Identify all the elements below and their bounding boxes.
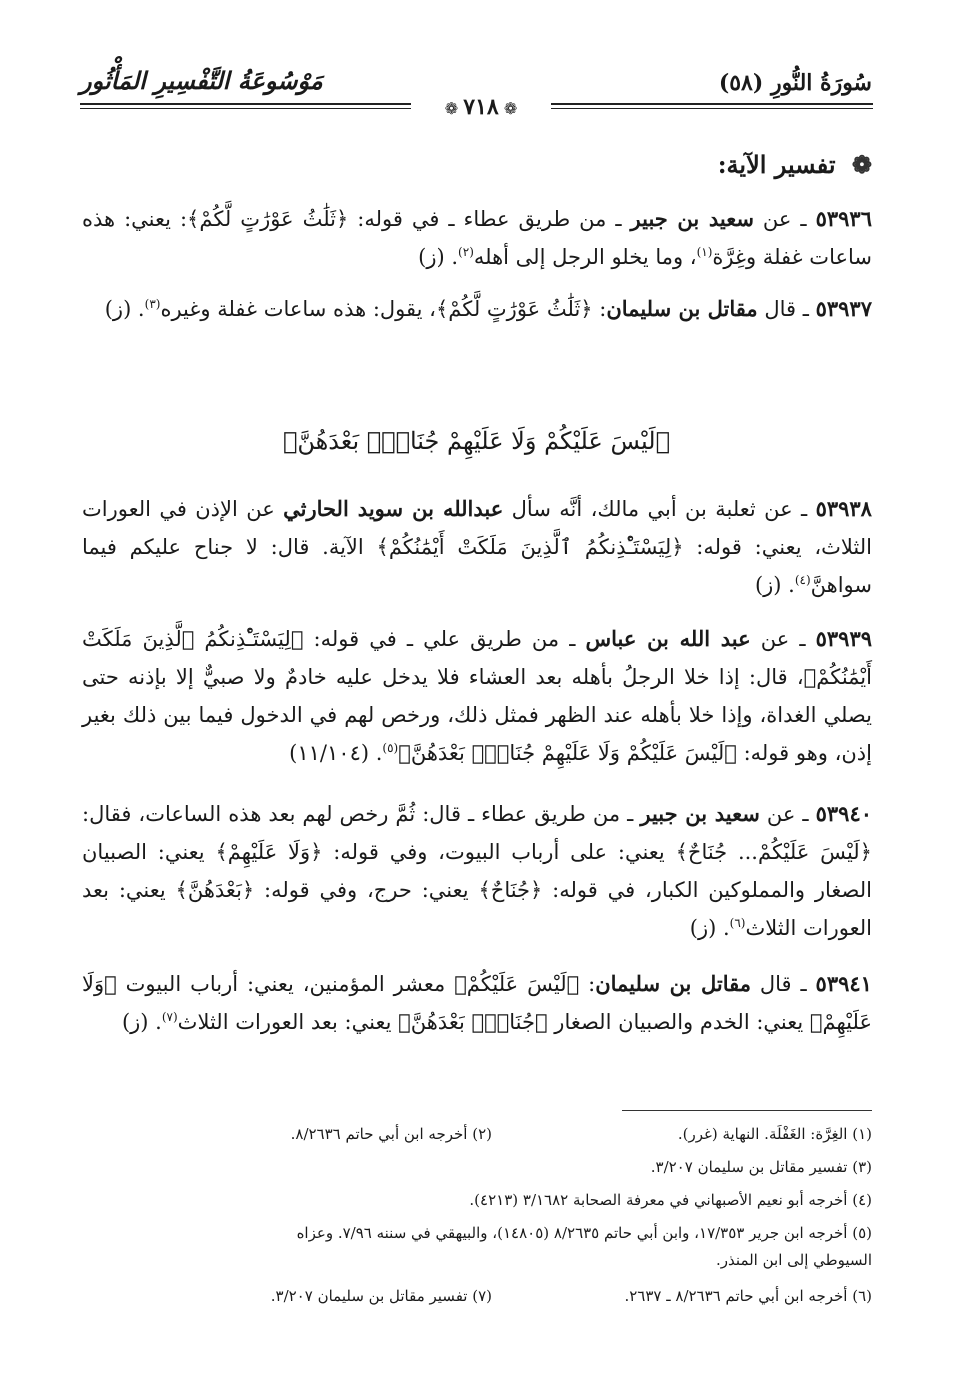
quran-quote: ﴿لِيَسْتَـْٔذِنكُمُ ٱلَّذِينَ مَلَكَتْ — [82, 627, 304, 651]
footnote-row-1-2 — [82, 1122, 872, 1146]
page-number-box — [411, 92, 551, 122]
footnote-ref[interactable]: (٥) — [382, 741, 399, 755]
quran-quote: ﴿ثَلَٰثُ عَوْرَٰتٍ لَّكُمْ﴾ — [435, 297, 593, 321]
section-heading — [718, 150, 872, 179]
narration-number: ٥٣٩٣٨ — [815, 496, 872, 521]
quran-quote: ﴿لَيْسَ عَلَيْكُمْ... جُنَاحٌ﴾ — [675, 840, 872, 864]
quran-quote: ﴿بَعْدَهُنَّ﴾ — [175, 878, 255, 902]
section-heading-text: تفسير الآية: — [717, 150, 836, 179]
footnote-3: (٣) تفسير مقاتل بن سليمان ٣/٢٠٧. — [650, 1158, 872, 1176]
quran-quote: ﴿لَيْسَ عَلَيْكُمْ﴾ — [454, 972, 580, 996]
narration-number: ٥٣٩٣٧ — [815, 296, 872, 321]
footnote-ref[interactable]: (١) — [696, 245, 713, 259]
narrator-name: مقاتل بن سليمان — [595, 971, 751, 996]
narration-number: ٥٣٩٤٠ — [815, 801, 873, 826]
narrator-name: سعيد بن جبير — [640, 801, 760, 826]
footnote-2: (٢) أخرجه ابن أبي حاتم ٨/٢٦٣٦. — [290, 1125, 492, 1143]
narration-53939: ٥٣٩٣٩ ـ عن عبد الله بن عباس ـ من طريق علي ـ في قوله: ﴿لِيَسْتَـْٔذِنكُمُ ٱلَّذِينَ مَلَكَتْ أَيْمَٰنُكُمْ﴾، قال: إذا خلا الرجلُ بأهله بعد العشاء فلا يدخل عليه خادمٌ ولا صبيٌّ إلا بإذنه حتى يصلي الغداة، وإذا خلا بأهله عند الظهر فمثل ذلك، ورخص لهم في الدخول فيما بين ذلك بغير إذن، وهو قوله: ﴿لَيْسَ عَلَيْكُمْ وَلَا عَلَيْهِمْ جُنَاحٌۢ بَعْدَهُنَّ﴾$^{(٥)}$. (١١/١٠٤) — [82, 626, 873, 765]
quran-quote: ﴿وَلَا عَلَيْهِمْ﴾ — [82, 972, 872, 1034]
footnote-ref[interactable]: (٧) — [161, 1010, 178, 1024]
narrator-name: مقاتل بن سليمان — [606, 296, 758, 321]
ornament-right-icon: ❁ — [503, 99, 518, 118]
quran-quote: ﴿جُنَاحٌ﴾ — [478, 878, 543, 902]
quran-quote: ﴿لَيْسَ عَلَيْكُمْ وَلَا عَلَيْهِمْ جُنَاحٌۢ بَعْدَهُنَّ﴾ — [398, 741, 737, 765]
footnote-ref[interactable]: (٦) — [729, 916, 746, 930]
narration-53938: ٥٣٩٣٨ ـ عن ثعلبة بن أبي مالك، أنَّه سأل عبدالله بن سويد الحارثي عن الإذن في العورات الثلاث، يعني: قوله: ﴿لِيَسْتَـْٔذِنكُمُ ٱلَّذِينَ مَلَكَتْ أَيْمَٰنُكُمْ﴾ الآية. قال: لا جناح عليكم فيما سواهنَّ$^{(٤)}$. (ز) — [82, 496, 872, 597]
footnote-ref[interactable]: (٢) — [458, 245, 474, 259]
footnote-separator — [622, 1110, 872, 1111]
narration-53937: ٥٣٩٣٧ ـ قال مقاتل بن سليمان: ﴿ثَلَٰثُ عَوْرَٰتٍ لَّكُمْ﴾، يقول: هذه ساعات غفلة وغيره$^{(٣)}$. (ز) — [104, 296, 872, 321]
narration-number: ٥٣٩٣٩ — [815, 626, 873, 651]
footnote-7: (٧) تفسير مقاتل بن سليمان ٣/٢٠٧. — [270, 1287, 492, 1305]
footnote-4: (٤) أخرجه أبو نعيم الأصبهاني في معرفة الصحابة ٣/١٦٨٢ (٤٢١٣). — [469, 1191, 872, 1209]
ornament-left-icon: ❁ — [444, 99, 459, 118]
footnote-5-cont: السيوطي إلى ابن المنذر. — [716, 1251, 872, 1269]
quran-quote: ﴿وَلَا عَلَيْهِمْ﴾ — [215, 840, 323, 864]
narration-53940: ٥٣٩٤٠ ـ عن سعيد بن جبير ـ من طريق عطاء ـ قال: ثُمَّ رخص لهم بعد هذه الساعات، فقال: ﴿لَيْسَ عَلَيْكُمْ... جُنَاحٌ﴾ يعني: على أرباب البيوت، وفي قوله: ﴿وَلَا عَلَيْهِمْ﴾ يعني: الصبيان الصغار والمملوكين الكبار، في قوله: ﴿جُنَاحٌ﴾ يعني: حرج، وفي قوله: ﴿بَعْدَهُنَّ﴾ يعني: بعد العورات الثلاث$^{(٦)}$. (ز) — [82, 801, 873, 940]
narration-number: ٥٣٩٣٦ — [815, 206, 872, 231]
footnote-5: (٥) أخرجه ابن جرير ١٧/٣٥٣، وابن أبي حاتم ٨/٢٦٣٥ (١٤٨٠٥)، والبيهقي في سننه ٧/٩٦. وعزاه — [296, 1224, 872, 1242]
page-number: ٧١٨ — [463, 94, 499, 120]
narrator-name: عبدالله بن سويد الحارثي — [283, 496, 504, 521]
quran-quote: ﴿لِيَسْتَـْٔذِنكُمُ ٱلَّذِينَ مَلَكَتْ أَيْمَٰنُكُمْ﴾ — [376, 535, 684, 559]
footnote-1: (١) الغِرَّة: الغَفْلَة. النهاية (غرر). — [677, 1125, 872, 1143]
verse-heading: ﴿لَيْسَ عَلَيْكُمْ وَلَا عَلَيْهِمْ جُنَاحٌۢ بَعْدَهُنَّ﴾ — [282, 427, 671, 455]
narrator-name: عبد الله بن عباس — [585, 626, 751, 651]
quran-quote: ﴿ثَلَٰثُ عَوْرَٰتٍ لَّكُمْ﴾: — [179, 207, 349, 231]
narration-53936: ٥٣٩٣٦ ـ عن سعيد بن جبير ـ من طريق عطاء ـ في قوله: ﴿ثَلَٰثُ عَوْرَٰتٍ لَّكُمْ﴾: يعني: هذه ساعات غفلة وغِرَّة$^{(١)}$، وما يخلو الرجل إلى أهله$^{(٢)}$. (ز) — [82, 206, 872, 269]
narrator-name: سعيد بن جبير — [630, 206, 754, 231]
series-title: مَوْسُوعَةُ التَّفْسِيرِ المَأْثُور — [80, 66, 323, 95]
narration-number: ٥٣٩٤١ — [815, 971, 872, 996]
footnote-ref[interactable]: (٣) — [144, 297, 161, 311]
narration-53941: ٥٣٩٤١ ـ قال مقاتل بن سليمان: ﴿لَيْسَ عَلَيْكُمْ﴾ معشر المؤمنين، يعني: أرباب البيوت ﴿وَلَا عَلَيْهِمْ﴾ يعني: الخدم والصبيان الصغار ﴿جُنَاحٌۢ بَعْدَهُنَّ﴾ يعني: بعد العورات الثلاث$^{(٧)}$. (ز) — [82, 971, 872, 1034]
footnote-row-6-7 — [82, 1284, 872, 1308]
footnote-6: (٦) أخرجه ابن أبي حاتم ٨/٢٦٣٦ ـ ٢٦٣٧. — [624, 1287, 872, 1305]
quran-quote: ﴿جُنَاحٌۢ بَعْدَهُنَّ﴾ — [398, 1010, 548, 1034]
flower-ornament-icon: ❁ — [851, 150, 872, 179]
footnote-ref[interactable]: (٤) — [794, 573, 811, 587]
surah-title: سُورَةُ النُّورِ (٥٨) — [718, 70, 872, 96]
